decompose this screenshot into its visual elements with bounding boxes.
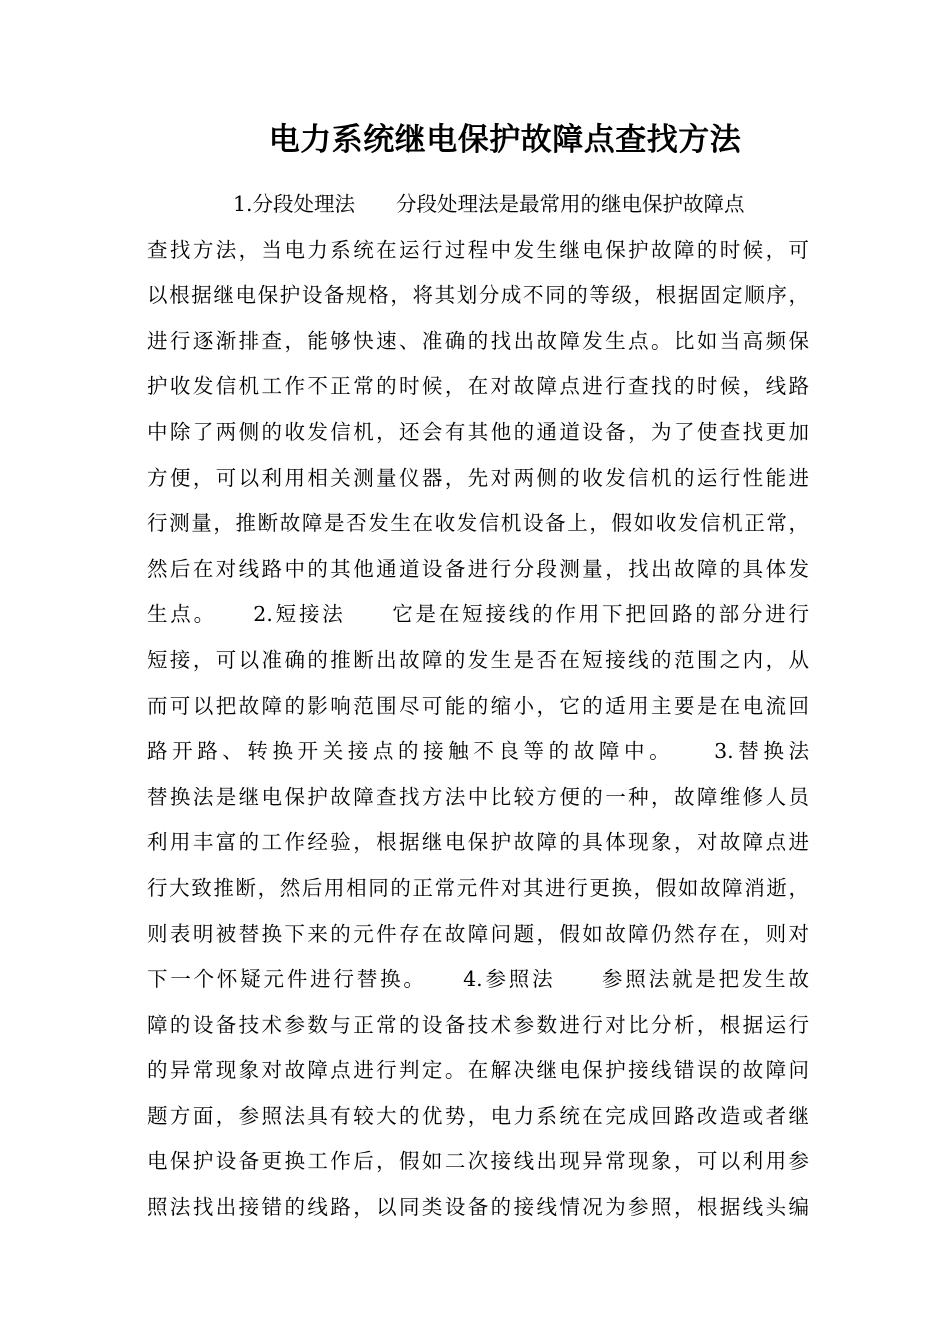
body-line: 而可以把故障的影响范围尽可能的缩小，它的适用主要是在电流回 (147, 693, 809, 718)
body-line: 然后在对线路中的其他通道设备进行分段测量，找出故障的具体发 (147, 556, 809, 581)
body-line: 行大致推断，然后用相同的正常元件对其进行更换，假如故障消逝， (147, 875, 809, 900)
body-line: 照法找出接错的线路，以同类设备的接线情况为参照，根据线头编 (147, 1195, 809, 1220)
body-line: 则表明被替换下来的元件存在故障问题，假如故障仍然存在，则对 (147, 921, 809, 946)
body-line: 的异常现象对故障点进行判定。在解决继电保护接线错误的故障问 (147, 1058, 809, 1083)
body-line: 题方面，参照法具有较大的优势，电力系统在完成回路改造或者继 (147, 1103, 809, 1128)
body-line: 替换法是继电保护故障查找方法中比较方便的一种，故障维修人员 (147, 784, 809, 809)
body-line: 查找方法，当电力系统在运行过程中发生继电保护故障的时候，可 (147, 237, 809, 262)
body-line: 方便，可以利用相关测量仪器，先对两侧的收发信机的运行性能进 (147, 465, 809, 490)
body-line: 护收发信机工作不正常的时候，在对故障点进行查找的时候，线路 (147, 374, 809, 399)
body-line: 中除了两侧的收发信机，还会有其他的通道设备，为了使查找更加 (147, 419, 809, 444)
body-line: 路开路、转换开关接点的接触不良等的故障中。 3.替换法 (147, 739, 809, 764)
body-line: 生点。 2.短接法 它是在短接线的作用下把回路的部分进行 (147, 602, 809, 627)
body-line: 进行逐渐排查，能够快速、准确的找出故障发生点。比如当高频保 (147, 328, 809, 353)
body-line: 下一个怀疑元件进行替换。 4.参照法 参照法就是把发生故 (147, 967, 809, 992)
body-line: 利用丰富的工作经验，根据继电保护故障的具体现象，对故障点进 (147, 830, 809, 855)
body-line: 电保护设备更换工作后，假如二次接线出现异常现象，可以利用参 (147, 1149, 809, 1174)
body-line: 障的设备技术参数与正常的设备技术参数进行对比分析，根据运行 (147, 1012, 809, 1037)
body-line: 短接，可以准确的推断出故障的发生是否在短接线的范围之内，从 (147, 647, 809, 672)
body-line: 以根据继电保护设备规格，将其划分成不同的等级，根据固定顺序， (147, 283, 809, 308)
document-title: 电力系统继电保护故障点查找方法 (268, 122, 742, 158)
body-line: 1.分段处理法 分段处理法是最常用的继电保护故障点 (233, 192, 745, 216)
body-line: 行测量，推断故障是否发生在收发信机设备上，假如收发信机正常， (147, 511, 809, 536)
document-body (147, 182, 809, 1231)
